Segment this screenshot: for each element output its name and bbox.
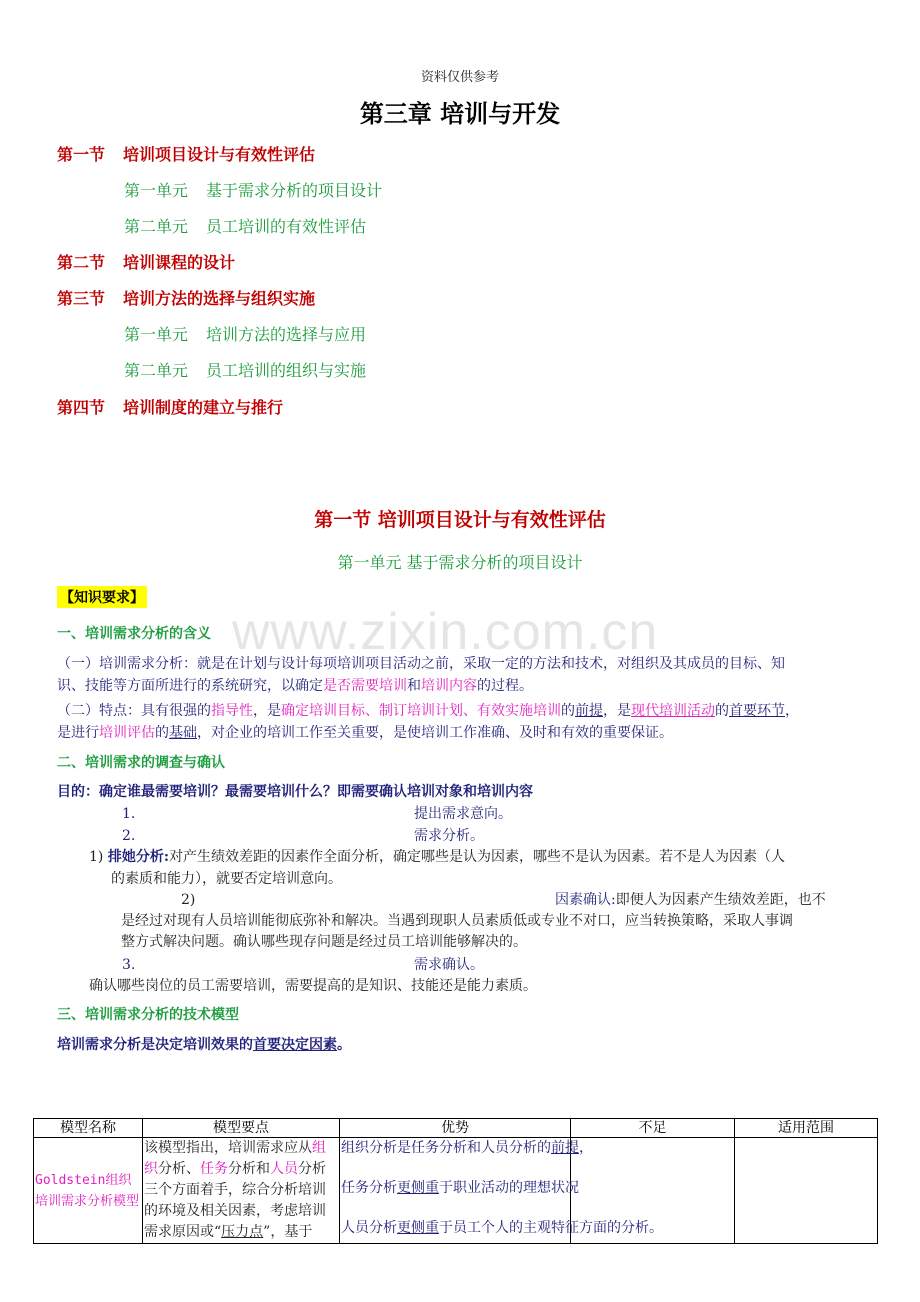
advantage-2: 任务分析更侧重于职业活动的理想状况 [341, 1180, 579, 1196]
cell-advantages [340, 1138, 663, 1244]
sub-item-1-line2: 的素质和能力），就要否定培训意向。 [111, 871, 342, 887]
emphasis-training-content: 培训内容 [421, 678, 477, 694]
toc-item-section-2: 第二节 培训课程的设计 [57, 253, 236, 272]
heading-meaning: 一、培训需求分析的含义 [57, 626, 211, 642]
header-scope: 适用范围 [735, 1119, 878, 1138]
sub-item-2-line2: 是经过对现有人员培训能彻底弥补和解决。当遇到现职人员素质低或专业不对口，应当转换策略，采取人事调 [121, 913, 793, 929]
cell-scope [735, 1138, 878, 1244]
paragraph-definition-line2: 识、技能等方面所进行的系统研究，以确定是否需要培训和培训内容的过程。 [57, 678, 533, 694]
header-shortcomings: 不足 [571, 1119, 735, 1138]
advantage-3: 人员分析更侧重于员工个人的主观特征方面的分析。 [341, 1220, 663, 1236]
step-1-num: 1. [122, 806, 136, 822]
confirm-text: 确认哪些岗位的员工需要培训，需要提高的是知识、技能还是能力素质。 [89, 978, 537, 994]
requirement-tag: 【知识要求】 [57, 586, 147, 608]
emphasis-need-training: 是否需要培训 [323, 678, 407, 694]
header-advantages: 优势 [340, 1119, 571, 1138]
step-1-text: 提出需求意向。 [414, 806, 512, 822]
step-3-text: 需求确认。 [414, 957, 484, 973]
purpose-text: 目的：确定谁最需要培训？最需要培训什么？即需要确认培训对象和培训内容 [57, 784, 533, 800]
step-2-num: 2. [122, 828, 136, 844]
toc-item-unit-1-1: 第一单元 基于需求分析的项目设计 [124, 181, 383, 200]
header-model-name: 模型名称 [34, 1119, 143, 1138]
unit-title: 第一单元 基于需求分析的项目设计 [337, 553, 583, 572]
model-table [33, 1118, 878, 1244]
step-3-num: 3. [122, 957, 136, 973]
sub-item-2-line3: 整方式解决问题。确认哪些现存问题是经过员工培训能够解决的。 [121, 934, 527, 950]
toc-item-section-3: 第三节 培训方法的选择与组织实施 [57, 289, 316, 308]
toc-item-unit-1-2: 第二单元 员工培训的有效性评估 [124, 217, 367, 236]
paragraph-features-line1: （二）特点：具有很强的指导性，是确定培训目标、制订培训计划、有效实施培训的前提，是现代培训活动的首要环节， [57, 703, 799, 719]
cell-model-name: Goldstein组织培训需求分析模型 [34, 1138, 143, 1244]
header-model-points: 模型要点 [143, 1119, 340, 1138]
section-title: 第一节 培训项目设计与有效性评估 [314, 509, 606, 531]
step-2-text: 需求分析。 [414, 828, 484, 844]
toc-item-section-1: 第一节 培训项目设计与有效性评估 [57, 145, 316, 164]
cell-model-points: 该模型指出，培训需求应从组织分析、任务分析和人员分析三个方面着手，综合分析培训的环境及相关因素，考虑培训需求原因或“压力点”，基于 [143, 1138, 340, 1244]
chapter-title: 第三章 培训与开发 [359, 99, 561, 128]
key-sentence: 培训需求分析是决定培训效果的首要决定因素。 [57, 1037, 351, 1053]
toc-item-unit-3-1: 第一单元 培训方法的选择与应用 [124, 325, 367, 344]
paragraph-definition-line1: （一）培训需求分析：就是在计划与设计每项培训项目活动之前，采取一定的方法和技术，对组织及其成员的目标、知 [57, 656, 785, 672]
heading-models: 三、培训需求分析的技术模型 [57, 1007, 239, 1023]
advantage-1: 组织分析是任务分析和人员分析的前提， [341, 1140, 593, 1156]
toc-item-section-4: 第四节 培训制度的建立与推行 [57, 398, 284, 417]
heading-survey: 二、培训需求的调查与确认 [57, 755, 225, 771]
header-note: 资料仅供参考 [420, 70, 499, 85]
toc-item-unit-3-2: 第二单元 员工培训的组织与实施 [124, 361, 367, 380]
watermark: www.zixin.com.cn [232, 603, 659, 661]
table-header-row [34, 1119, 878, 1138]
sub-item-2-num: 2) [181, 892, 196, 908]
paragraph-features-line2: 是进行培训评估的基础，对企业的培训工作至关重要，是使培训工作准确、及时和有效的重要保证。 [57, 725, 673, 741]
table-row [34, 1138, 878, 1244]
sub-item-1-line1: 1) 排她分析:对产生绩效差距的因素作全面分析，确定哪些是认为因素，哪些不是认为因素。若不是人为因素（人 [89, 849, 785, 865]
sub-item-2-line1: 因素确认:即便人为因素产生绩效差距，也不 [555, 892, 826, 908]
